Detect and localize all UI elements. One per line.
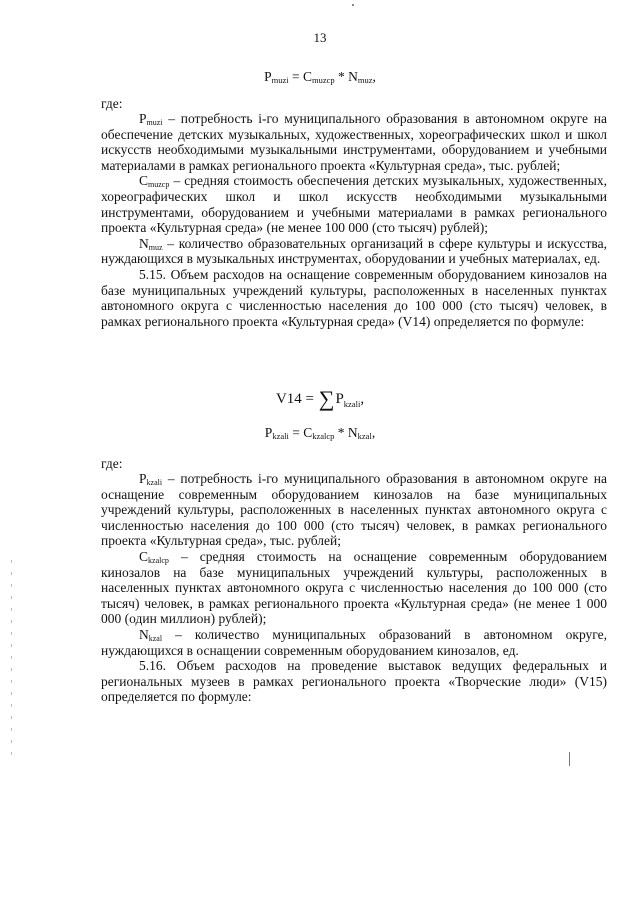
formula-pkzali-c-sub: kzalcp xyxy=(312,431,335,441)
formula-pkzali-eq: = C xyxy=(288,425,313,440)
formula-v14-lhs: V14 xyxy=(275,391,302,407)
definition-nkzal-text: – количество муниципальных образований в автономном округе, нуждающихся в оснащении современным оборудованием кинозалов, ед. xyxy=(101,626,607,658)
formula-pmuzi-lhs-sub: muzi xyxy=(271,75,289,85)
definition-pmuzi-symbol: P xyxy=(139,111,147,126)
definition-nmuz xyxy=(101,236,607,267)
definition-pkzali-text: – потребность i-го муниципального образования в автономном округе на оснащение современным оборудованием кинозалов на базе муниципальных учреждений культуры, расположенных в населенных пунктах автономного округа с численностью населения до 100 000 (сто тысяч) человек, в рамках регионального проекта «Культурная среда», тыс. рублей; xyxy=(101,471,607,549)
definition-nmuz-text: – количество образовательных организаций в сфере культуры и искусства, нуждающихся в музыкальных инструментах, оборудовании и учебных материалах, ед. xyxy=(101,235,607,267)
formula-pkzali-n-sub: kzal xyxy=(357,431,372,441)
definitions-2 xyxy=(101,471,607,705)
scan-speck xyxy=(352,4,354,6)
formula-pkzali-op: * N xyxy=(334,425,358,440)
definition-cmuzcp-sub: muzcp xyxy=(148,180,170,190)
definition-ckzalcp xyxy=(101,549,607,627)
scan-margin-marks xyxy=(11,560,12,760)
definitions-1 xyxy=(101,111,607,329)
definition-pmuzi-text: – потребность i-го муниципального образования в автономном округе на обеспечение детских музыкальных, художественных, хореографических школ и школ искусств необходимыми музыкальными инструментами, оборудованием и учебными материалами в рамках регионального проекта «Культурная среда», тыс. рублей; xyxy=(101,111,607,173)
formula-pkzali-tail: , xyxy=(371,425,376,440)
definition-pkzali xyxy=(101,471,607,549)
scan-right-mark xyxy=(569,752,570,766)
definition-nkzal-symbol: N xyxy=(139,626,149,642)
formula-v14-eq: = xyxy=(301,391,318,407)
definition-ckzalcp-text: – средняя стоимость на оснащение современным оборудованием кинозалов на базе муниципальных учреждений культуры, расположенных в населенных пунктах автономного округа с численностью населения до 100 000 (сто тысяч) человек, в рамках регионального проекта «Культурная среда» (не менее 1 000 000 (один миллион) рублей); xyxy=(101,548,607,627)
formula-pmuzi-n-sub: muz xyxy=(357,75,373,85)
definition-nmuz-sub: muz xyxy=(148,242,163,252)
definition-pmuzi xyxy=(101,111,607,173)
paragraph-5-15: 5.15. Объем расходов на оснащение современным оборудованием кинозалов на базе муниципальных учреждений культуры, расположенных в населенных пунктах автономного округа с численностью населения до 100 000 (сто тысяч) человек, в рамках регионального проекта «Культурная среда» (V14) определяется по формуле: xyxy=(101,266,607,329)
formula-pkzali-lhs: P xyxy=(264,425,273,440)
where-label-2: где: xyxy=(101,456,123,471)
page-number: 13 xyxy=(313,30,327,45)
sigma-symbol: ∑ xyxy=(318,386,335,411)
formula-pmuzi-c-sub: muzcp xyxy=(311,75,335,85)
paragraph-5-16: 5.16. Объем расходов на проведение выставок ведущих федеральных и региональных музеев в рамках регионального проекта «Творческие люди» (V15) определяется по формуле: xyxy=(101,658,607,705)
formula-pkzali xyxy=(0,425,640,441)
formula-pmuzi-op: * N xyxy=(334,69,358,84)
where-label-1: где: xyxy=(101,96,123,111)
formula-v14-tail: , xyxy=(360,391,365,407)
formula-v14-p: P xyxy=(335,391,344,407)
definition-nmuz-symbol: N xyxy=(139,235,149,251)
formula-v14-p-sub: kzali xyxy=(343,399,361,409)
formula-pkzali-lhs-sub: kzali xyxy=(272,431,289,441)
definition-pkzali-sub: kzali xyxy=(146,478,163,487)
formula-pmuzi xyxy=(0,69,640,85)
definition-ckzalcp-symbol: C xyxy=(139,548,149,564)
definition-cmuzcp-symbol: C xyxy=(139,173,149,189)
definition-nkzal-sub: kzal xyxy=(148,633,163,643)
definition-cmuzcp xyxy=(101,173,607,235)
definition-cmuzcp-text: – средняя стоимость обеспечения детских музыкальных, художественных, хореографических школ и школ искусств необходимыми музыкальными инструментами, оборудованием и учебными материалами в рамках регионального проекта «Культурная среда» (не менее 100 000 (сто тысяч) рублей); xyxy=(101,173,607,236)
definition-nkzal xyxy=(101,627,607,658)
formula-v14 xyxy=(0,386,640,412)
formula-pmuzi-lhs: P xyxy=(264,69,272,84)
formula-pmuzi-eq: = C xyxy=(288,69,312,84)
definition-pmuzi-sub: muzi xyxy=(146,118,163,127)
definition-ckzalcp-sub: kzalcp xyxy=(148,555,169,565)
definition-pkzali-symbol: P xyxy=(139,471,147,486)
formula-pmuzi-tail: , xyxy=(372,69,376,84)
